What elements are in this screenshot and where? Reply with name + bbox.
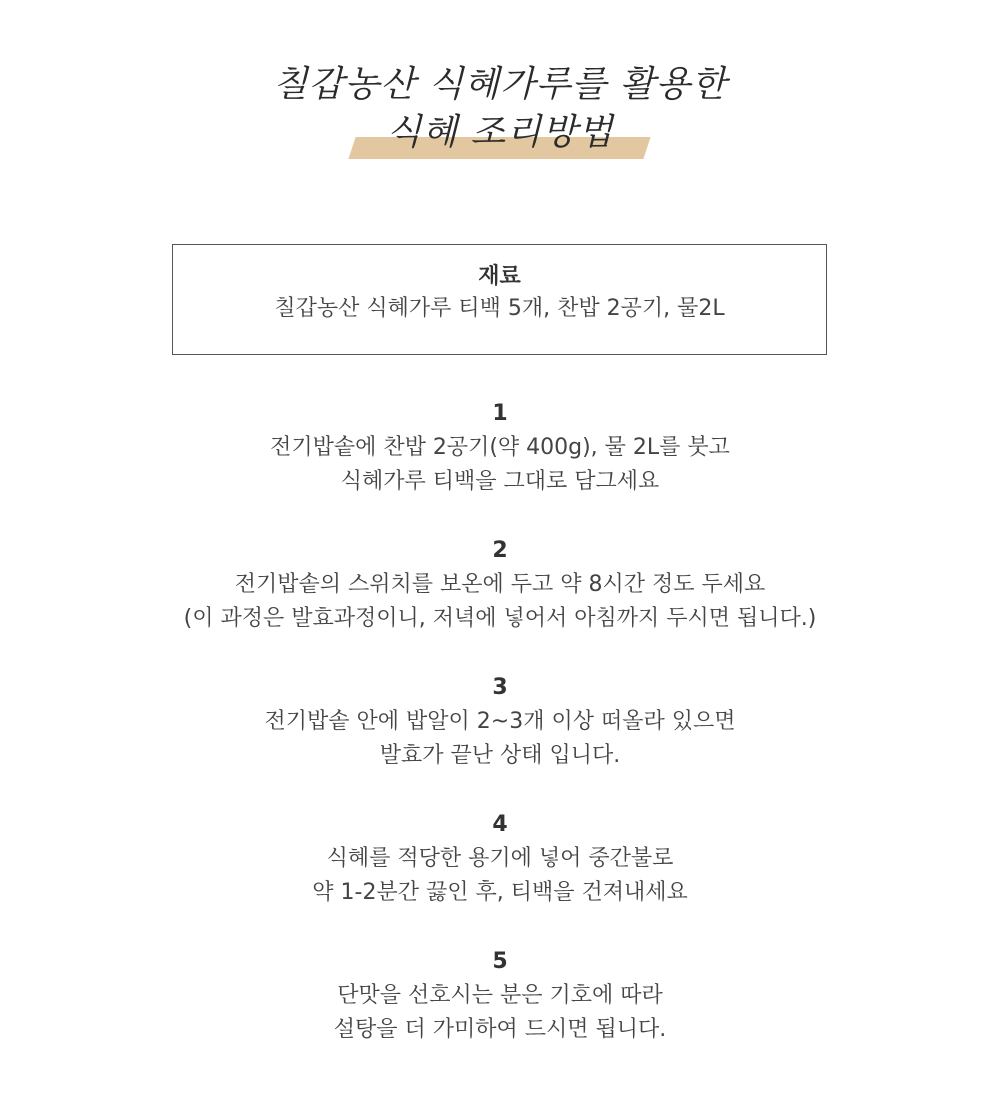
step-5 (0, 945, 1000, 1082)
step-text-line: (이 과정은 발효과정이니, 저녁에 넣어서 아침까지 두시면 됩니다.) (183, 606, 817, 631)
step-4 (0, 808, 1000, 945)
materials-box (172, 244, 827, 355)
materials-list: 칠갑농산 식혜가루 티백 5개, 찬밥 2공기, 물2L (274, 296, 725, 321)
step-number: 1 (492, 401, 508, 426)
title-line-2-wrapper (386, 110, 613, 156)
step-number: 3 (492, 675, 508, 700)
step-text-line: 전기밥솥 안에 밥알이 2~3개 이상 떠올라 있으면 (264, 709, 736, 734)
step-text-line: 발효가 끝난 상태 입니다. (379, 743, 621, 768)
title-line-1: 칠갑농산 식혜가루를 활용한 (272, 64, 728, 105)
step-text-line: 약 1-2분간 끓인 후, 티백을 건져내세요 (312, 880, 688, 905)
step-text-line: 식혜가루 티백을 그대로 담그세요 (340, 469, 660, 494)
title-line-2: 식혜 조리방법 (386, 112, 614, 153)
steps-list (0, 397, 1000, 1082)
step-1 (0, 397, 1000, 534)
step-2 (0, 534, 1000, 671)
recipe-title (0, 62, 1000, 156)
step-number: 4 (492, 812, 508, 837)
step-text-line: 단맛을 선호시는 분은 기호에 따라 (337, 983, 663, 1008)
step-text-line: 설탕을 더 가미하여 드시면 됩니다. (333, 1017, 667, 1042)
step-text-line: 식혜를 적당한 용기에 넣어 중간불로 (326, 846, 674, 871)
materials-heading: 재료 (478, 264, 521, 289)
step-3 (0, 671, 1000, 808)
step-number: 2 (492, 538, 508, 563)
step-text-line: 전기밥솥의 스위치를 보온에 두고 약 8시간 정도 두세요 (234, 572, 766, 597)
step-text-line: 전기밥솥에 찬밥 2공기(약 400g), 물 2L를 붓고 (270, 435, 730, 460)
step-number: 5 (492, 949, 508, 974)
